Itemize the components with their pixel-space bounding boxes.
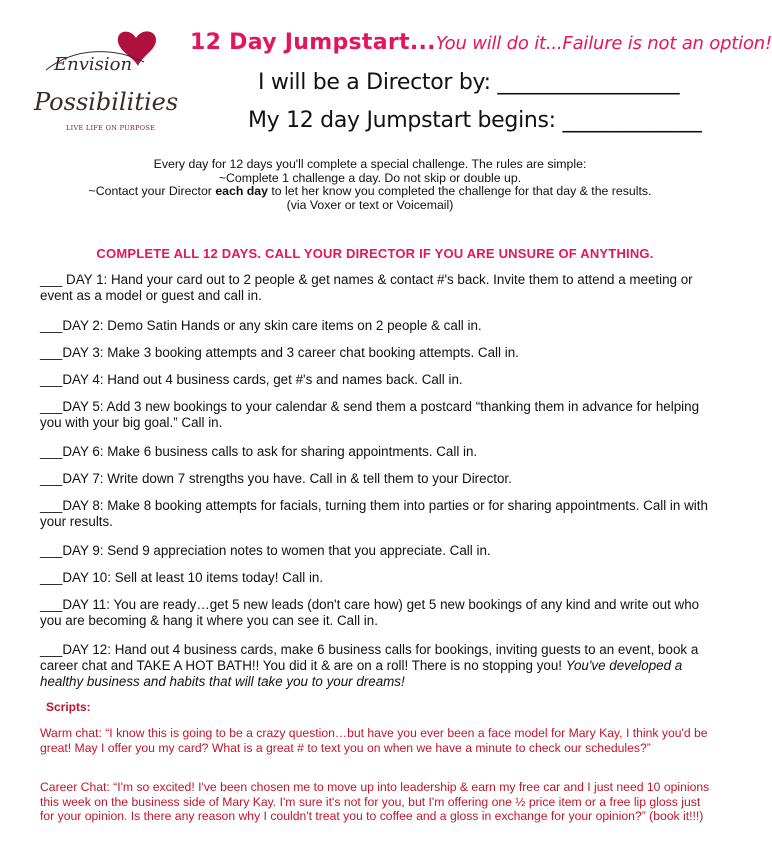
intro-line: (via Voxer or text or Voicemail): [286, 197, 454, 212]
complete-all-heading: COMPLETE ALL 12 DAYS. CALL YOUR DIRECTOR IF YOU ARE UNSURE OF ANYTHING.: [96, 246, 654, 261]
scripts-heading: Scripts:: [46, 700, 91, 714]
day-item: ___DAY 9: Send 9 appreciation notes to women that you appreciate. Call in.: [40, 543, 491, 558]
intro-text: ~Contact your Director: [88, 184, 216, 198]
intro-text: to let her know you completed the challenge for that day & the results.: [267, 184, 652, 198]
intro-line: ~Complete 1 challenge a day. Do not skip or double up.: [218, 170, 522, 185]
title-main: 12 Day Jumpstart...: [190, 30, 436, 55]
jumpstart-begins-line: My 12 day Jumpstart begins: _____________: [248, 108, 702, 133]
intro-line: [30, 185, 710, 199]
logo-line1: Envision: [54, 54, 133, 75]
day12-text: ___DAY 12: Hand out 4 business cards, make 6 business calls for bookings, inviting guests to an event, book a career chat and TAKE A HOT BATH!! You did it & are on a roll! There is no stopping you!: [40, 642, 699, 673]
day-item: ___DAY 6: Make 6 business calls to ask for sharing appointments. Call in.: [40, 444, 478, 459]
day-item: ___DAY 5: Add 3 new bookings to your calendar & send them a postcard “thanking them in advance for helping you with your big goal.” Call in.: [40, 399, 700, 430]
day-item: ___DAY 10: Sell at least 10 items today! Call in.: [40, 570, 324, 585]
day-item: ___DAY 7: Write down 7 strengths you have. Call in & tell them to your Director.: [40, 471, 512, 486]
intro-emphasis: each day: [215, 184, 268, 198]
day-item: ___DAY 3: Make 3 booking attempts and 3 career chat booking attempts. Call in.: [40, 345, 519, 360]
title-sub: You will do it...Failure is not an option!: [435, 33, 772, 54]
day12-italic: You've developed a healthy business and habits that will take you to your dreams!: [40, 658, 683, 689]
day-item: ___DAY 11: You are ready…get 5 new leads (don't care how) get 5 new bookings of any kind and write out who you are becoming & hang it where you can see it. Call in.: [40, 597, 700, 628]
logo-tagline: LIVE LIFE ON PURPOSE: [66, 124, 156, 132]
logo-line2: Possibilities: [34, 88, 179, 116]
intro-line: Every day for 12 days you'll complete a special challenge. The rules are simple:: [153, 157, 587, 171]
day-item-12: [40, 642, 716, 690]
director-by-line: I will be a Director by: _________________: [258, 70, 680, 95]
day-item: ___DAY 4: Hand out 4 business cards, get #'s and names back. Call in.: [40, 372, 463, 387]
page-title: [190, 30, 772, 55]
envision-possibilities-logo: [26, 26, 186, 146]
day-item: ___DAY 2: Demo Satin Hands or any skin care items on 2 people & call in.: [40, 318, 482, 333]
intro-rules: [30, 158, 710, 212]
day-item: ___DAY 8: Make 8 booking attempts for facials, turning them into parties or for sharing appointments. Call in with your results.: [40, 498, 708, 529]
career-chat-script: Career Chat: “I'm so excited! I've been chosen me to move up into leadership & earn my free car and I just need 10 opinions this week on the business side of Mary Kay. I'm sure it's not for you, but I'm offering one ½ price item or a free lip gloss just for your opinion. Is there any reason why I couldn't treat you to coffee and a gloss in exchange for your opinion?” (book it!!!): [40, 780, 710, 823]
logo-graphic: [26, 26, 186, 146]
day-item: ___ DAY 1: Hand your card out to 2 people & get names & contact #'s back. Invite them to attend a meeting or event as a model or guest and call in.: [40, 272, 693, 303]
warm-chat-script: Warm chat: “I know this is going to be a crazy question…but have you ever been a face model for Mary Kay, I think you'd be great! May I offer you my card? What is a great # to text you on when we have a minute to check our schedules?”: [40, 726, 708, 755]
